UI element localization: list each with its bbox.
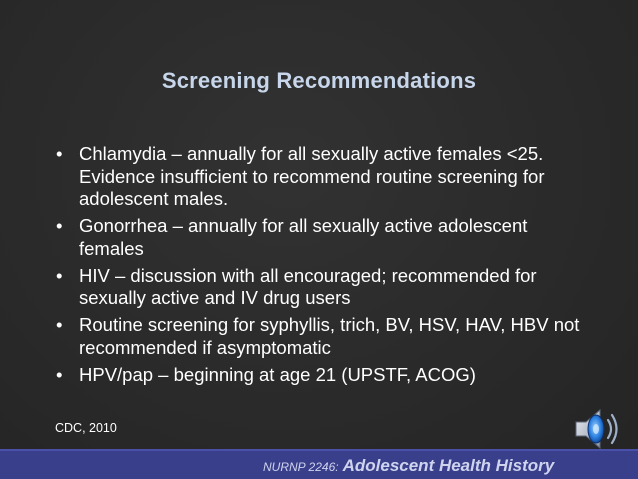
bullet-text: HPV/pap – beginning at age 21 (UPSTF, ACOG) — [79, 363, 476, 385]
bullet-dot: • — [56, 143, 63, 164]
footer-topic: Adolescent Health History — [342, 456, 555, 475]
bullet-dot: • — [56, 264, 63, 286]
bullet-item-routine-screening — [52, 314, 592, 359]
bullet-dot: • — [56, 215, 63, 236]
bullet-item-chlamydia — [52, 143, 592, 211]
bullet-dot: • — [56, 363, 63, 385]
speaker-icon[interactable] — [572, 405, 622, 453]
source-citation: CDC, 2010 — [55, 421, 117, 435]
footer-text — [263, 456, 554, 476]
bullet-text: Routine screening for syphyllis, trich, BV, HSV, HAV, HBV not recommended if asymptomatic — [79, 314, 580, 358]
footer-course: NURNP 2246: — [263, 460, 339, 474]
slide-title: Screening Recommendations — [161, 68, 477, 93]
bullet-list — [52, 143, 592, 391]
bullet-text: Gonorrhea – annually for all sexually active adolescent females — [79, 215, 528, 259]
bullet-text: HIV – discussion with all encouraged; recommended for sexually active and IV drug users — [79, 264, 537, 308]
bullet-item-hpv — [52, 364, 592, 387]
bullet-text: Chlamydia – annually for all sexually active females <25. Evidence insufficient to recommend routine screening for adolescent males. — [79, 143, 545, 209]
bullet-dot: • — [56, 314, 63, 335]
bullet-item-hiv — [52, 265, 592, 310]
bullet-item-gonorrhea — [52, 215, 592, 260]
footer-bar — [0, 449, 638, 479]
